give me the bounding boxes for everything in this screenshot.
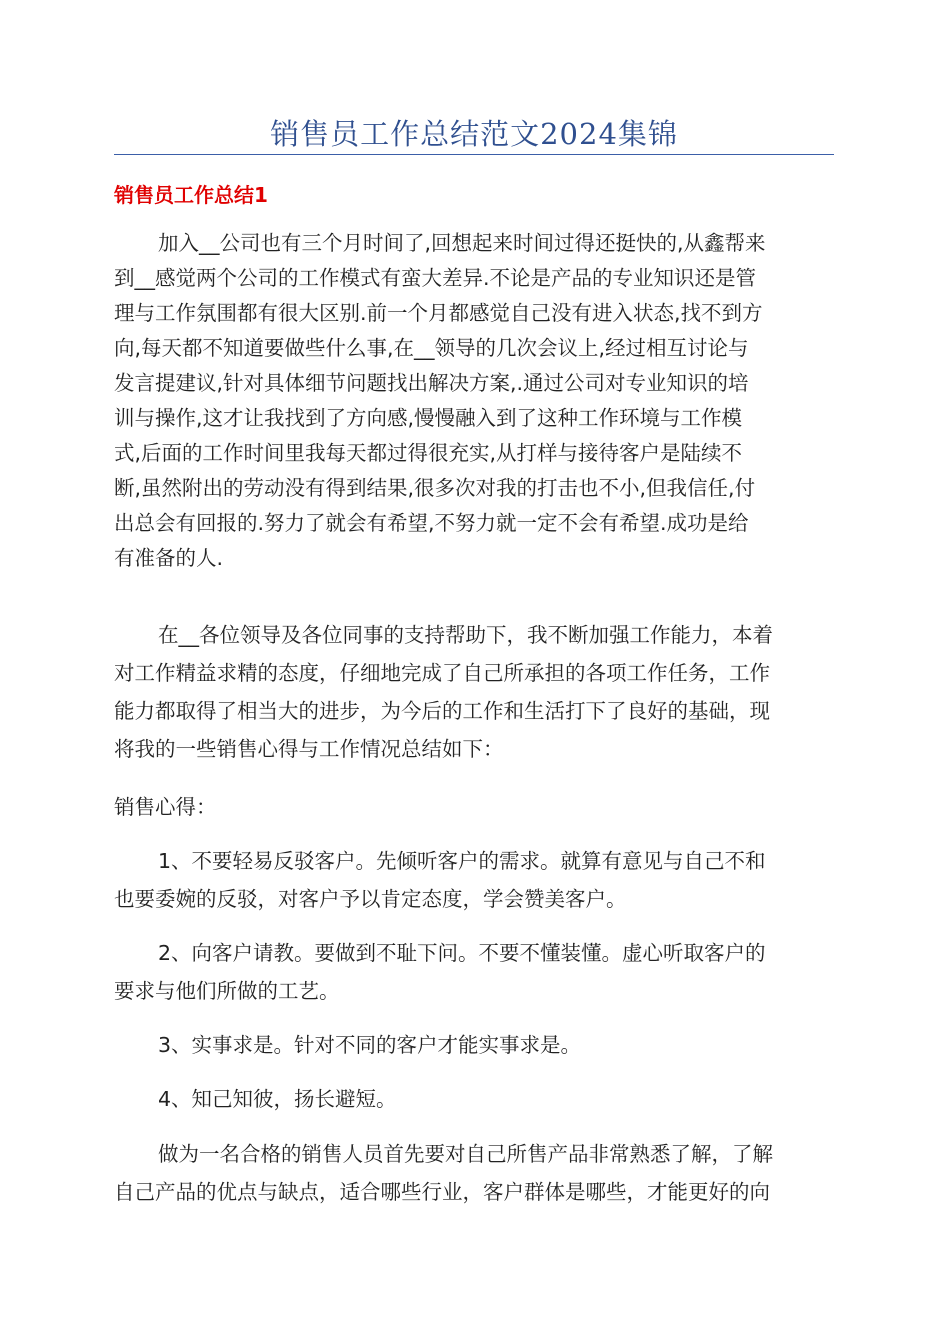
paragraph-1 (114, 226, 836, 576)
paragraph-line: 训与操作,这才让我找到了方向感,慢慢融入到了这种工作环境与工作模 (114, 406, 743, 430)
paragraph-line: 做为一名合格的销售人员首先要对自己所售产品非常熟悉了解，了解 (158, 1142, 773, 1166)
list-item (114, 842, 836, 918)
list-item-line: 要求与他们所做的工艺。 (114, 979, 340, 1003)
paragraph-line: 能力都取得了相当大的进步，为今后的工作和生活打下了良好的基础，现 (114, 699, 770, 723)
paragraph-line: 对工作精益求精的态度，仔细地完成了自己所承担的各项工作任务，工作 (114, 661, 770, 685)
list-item-line: 3、实事求是。针对不同的客户才能实事求是。 (158, 1033, 582, 1057)
document-title: 销售员工作总结范文2024集锦 (270, 117, 678, 151)
paragraph-line: 出总会有回报的.努力了就会有希望,不努力就一定不会有希望.成功是给 (114, 511, 749, 535)
paragraph-line: 向,每天都不知道要做些什么事,在__领导的几次会议上,经过相互讨论与 (114, 336, 749, 360)
list-item-line: 1、不要轻易反驳客户。先倾听客户的需求。就算有意见与自己不和 (158, 849, 766, 873)
paragraph-line: 断,虽然附出的劳动没有得到结果,很多次对我的打击也不小,但我信任,付 (114, 476, 756, 500)
sales-tips-heading: 销售心得： (114, 795, 217, 819)
paragraph-line: 理与工作氛围都有很大区别.前一个月都感觉自己没有进入状态,找不到方 (114, 301, 763, 325)
paragraph-3 (114, 1135, 836, 1211)
paragraph-2 (114, 616, 836, 768)
list-item (114, 1026, 836, 1064)
list-item (114, 934, 836, 1010)
paragraph-line: 有准备的人. (114, 546, 224, 570)
title-underline (114, 154, 834, 155)
list-item (114, 1080, 836, 1118)
paragraph-line: 加入__公司也有三个月时间了,回想起来时间过得还挺快的,从鑫帮来 (158, 231, 766, 255)
paragraph-line: 自己产品的优点与缺点，适合哪些行业，客户群体是哪些，才能更好的向 (114, 1180, 770, 1204)
list-item-line: 也要委婉的反驳，对客户予以肯定态度，学会赞美客户。 (114, 887, 627, 911)
paragraph-line: 到__感觉两个公司的工作模式有蛮大差异.不论是产品的专业知识还是管 (114, 266, 757, 290)
section-heading: 销售员工作总结1 (114, 183, 268, 207)
list-item-line: 2、向客户请教。要做到不耻下问。不要不懂装懂。虚心听取客户的 (158, 941, 766, 965)
paragraph-line: 在__各位领导及各位同事的支持帮助下，我不断加强工作能力，本着 (158, 623, 773, 647)
list-item-line: 4、知己知彼，扬长避短。 (158, 1087, 397, 1111)
paragraph-line: 式,后面的工作时间里我每天都过得很充实,从打样与接待客户是陆续不 (114, 441, 743, 465)
paragraph-line: 将我的一些销售心得与工作情况总结如下： (114, 737, 504, 761)
paragraph-line: 发言提建议,针对具体细节问题找出解决方案,.通过公司对专业知识的培 (114, 371, 749, 395)
